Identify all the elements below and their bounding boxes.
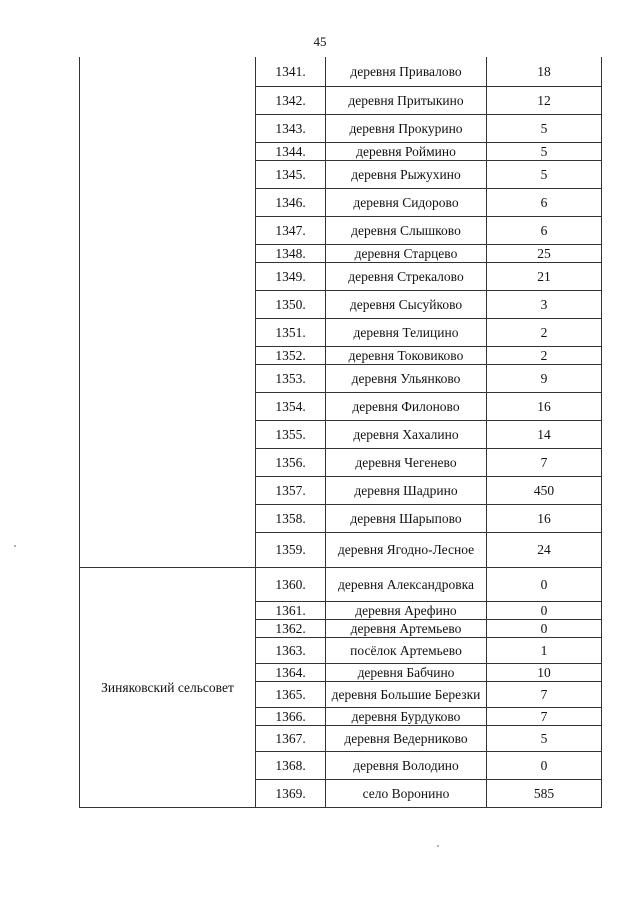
count-cell: 12 [487,86,602,114]
name-cell: деревня Хахалино [326,420,487,448]
name-cell: деревня Бурдуково [326,707,487,725]
num-cell: 1343. [256,114,326,142]
num-cell: 1355. [256,420,326,448]
num-cell: 1344. [256,142,326,160]
count-cell: 9 [487,364,602,392]
scan-speck [437,845,439,847]
name-cell: село Воронино [326,779,487,807]
name-cell: деревня Рыжухино [326,160,487,188]
count-cell: 3 [487,290,602,318]
region-cell [80,57,256,567]
num-cell: 1353. [256,364,326,392]
count-cell: 585 [487,779,602,807]
name-cell: деревня Ягодно-Лесное [326,532,487,567]
num-cell: 1347. [256,216,326,244]
num-cell: 1357. [256,476,326,504]
num-cell: 1368. [256,751,326,779]
count-cell: 25 [487,244,602,262]
num-cell: 1363. [256,637,326,663]
name-cell: деревня Притыкино [326,86,487,114]
count-cell: 2 [487,346,602,364]
name-cell: деревня Старцево [326,244,487,262]
name-cell: деревня Ведерниково [326,725,487,751]
num-cell: 1358. [256,504,326,532]
count-cell: 450 [487,476,602,504]
name-cell: деревня Сысуйково [326,290,487,318]
count-cell: 1 [487,637,602,663]
name-cell: деревня Слышково [326,216,487,244]
num-cell: 1362. [256,619,326,637]
name-cell: деревня Чегенево [326,448,487,476]
num-cell: 1341. [256,57,326,86]
count-cell: 0 [487,751,602,779]
num-cell: 1346. [256,188,326,216]
count-cell: 5 [487,142,602,160]
count-cell: 0 [487,601,602,619]
count-cell: 7 [487,707,602,725]
count-cell: 14 [487,420,602,448]
name-cell: деревня Шарыпово [326,504,487,532]
table-body [80,57,602,807]
table-row [80,567,602,601]
count-cell: 0 [487,567,602,601]
num-cell: 1369. [256,779,326,807]
name-cell: деревня Большие Березки [326,681,487,707]
num-cell: 1350. [256,290,326,318]
count-cell: 18 [487,57,602,86]
num-cell: 1367. [256,725,326,751]
count-cell: 24 [487,532,602,567]
num-cell: 1345. [256,160,326,188]
num-cell: 1351. [256,318,326,346]
name-cell: деревня Арефино [326,601,487,619]
count-cell: 10 [487,663,602,681]
name-cell: деревня Артемьево [326,619,487,637]
num-cell: 1352. [256,346,326,364]
name-cell: деревня Бабчино [326,663,487,681]
count-cell: 5 [487,160,602,188]
name-cell: деревня Роймино [326,142,487,160]
count-cell: 0 [487,619,602,637]
name-cell: деревня Сидорово [326,188,487,216]
num-cell: 1365. [256,681,326,707]
count-cell: 16 [487,392,602,420]
count-cell: 5 [487,114,602,142]
num-cell: 1356. [256,448,326,476]
settlements-table [79,57,602,808]
scan-speck [14,545,16,547]
num-cell: 1354. [256,392,326,420]
num-cell: 1359. [256,532,326,567]
name-cell: деревня Телицино [326,318,487,346]
num-cell: 1364. [256,663,326,681]
num-cell: 1360. [256,567,326,601]
name-cell: деревня Шадрино [326,476,487,504]
count-cell: 5 [487,725,602,751]
name-cell: посёлок Артемьево [326,637,487,663]
region-cell: Зиняковский сельсовет [80,567,256,807]
count-cell: 21 [487,262,602,290]
table-row [80,57,602,86]
name-cell: деревня Ульянково [326,364,487,392]
name-cell: деревня Привалово [326,57,487,86]
num-cell: 1342. [256,86,326,114]
count-cell: 6 [487,188,602,216]
count-cell: 7 [487,681,602,707]
name-cell: деревня Александровка [326,567,487,601]
num-cell: 1349. [256,262,326,290]
count-cell: 16 [487,504,602,532]
name-cell: деревня Володино [326,751,487,779]
page-number: 45 [313,34,327,49]
count-cell: 7 [487,448,602,476]
count-cell: 2 [487,318,602,346]
name-cell: деревня Филоново [326,392,487,420]
count-cell: 6 [487,216,602,244]
name-cell: деревня Стрекалово [326,262,487,290]
name-cell: деревня Токовиково [326,346,487,364]
num-cell: 1361. [256,601,326,619]
num-cell: 1348. [256,244,326,262]
num-cell: 1366. [256,707,326,725]
name-cell: деревня Прокурино [326,114,487,142]
